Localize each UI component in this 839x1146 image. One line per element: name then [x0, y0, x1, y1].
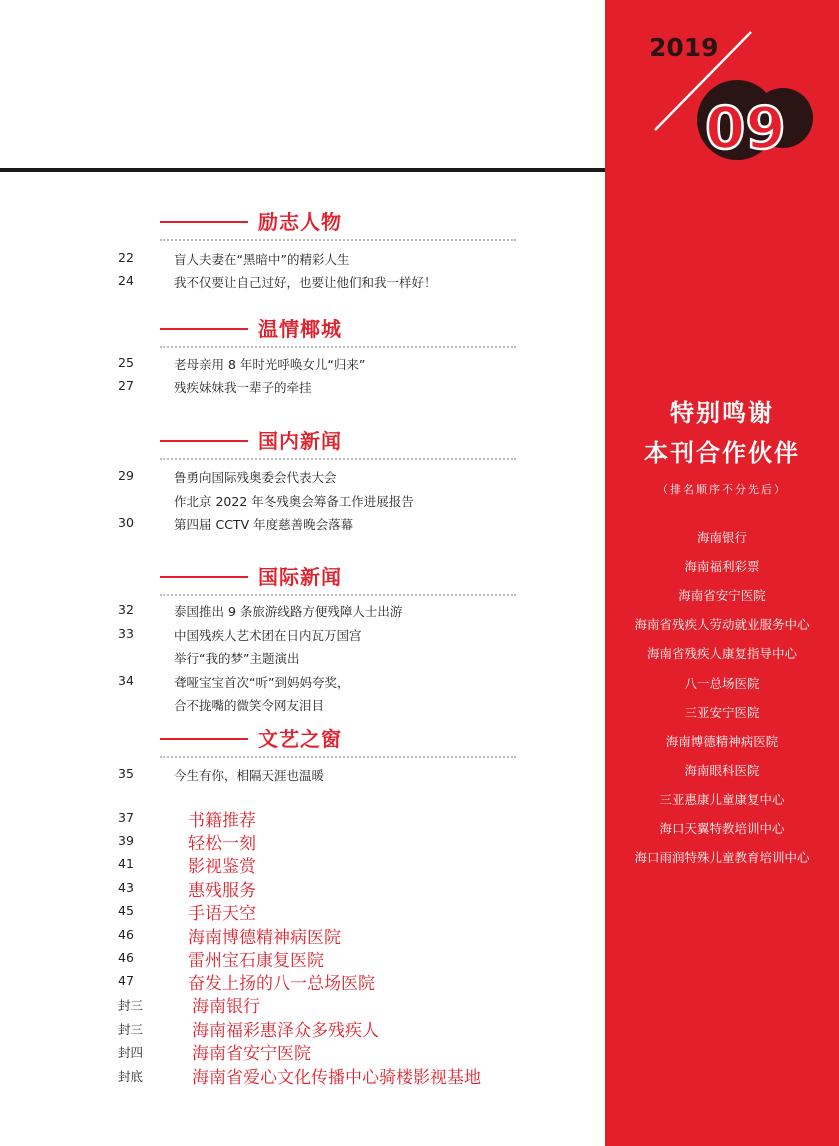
page-number: 30 [118, 515, 134, 530]
page-number: 22 [118, 250, 134, 265]
entry-title: 我不仅要让自己过好，也要让他们和我一样好！ [174, 275, 437, 290]
partner-item: 海南眼科医院 [684, 763, 760, 778]
partner-item: 海南银行 [696, 530, 747, 545]
partners-panel [605, 0, 839, 1146]
thanks-title-line1: 特别鸣谢 [670, 399, 774, 427]
entry-title: 轻松一刻 [188, 834, 256, 854]
dotted-divider [160, 239, 516, 241]
page-number: 24 [118, 273, 134, 288]
heading-rule [160, 738, 248, 740]
entry-title: 残疾妹妹我一辈子的牵挂 [174, 380, 312, 395]
partner-item: 海南省残疾人康复指导中心 [646, 646, 797, 661]
section-title: 温情椰城 [258, 317, 342, 341]
partner-item: 八一总场医院 [684, 676, 760, 691]
entry-title: 海南省爱心文化传播中心骑楼影视基地 [192, 1068, 481, 1088]
entry-title: 海南福彩惠泽众多残疾人 [192, 1021, 379, 1041]
page-number: 35 [118, 766, 134, 781]
dotted-divider [160, 346, 516, 348]
entry-title: 盲人夫妻在“黑暗中”的精彩人生 [174, 252, 350, 267]
entry-title: 影视鉴赏 [188, 857, 256, 877]
logo-issue-number: 09 [705, 94, 786, 162]
entry-title: 作北京 2022 年冬残奥会筹备工作进展报告 [174, 494, 414, 509]
entry-title: 第四届 CCTV 年度慈善晚会落幕 [174, 517, 354, 532]
entry-title: 泰国推出 9 条旅游线路方便残障人士出游 [174, 604, 403, 619]
page-number: 33 [118, 626, 134, 641]
page-number: 43 [118, 880, 134, 895]
entry-title: 海南银行 [192, 997, 260, 1017]
heading-rule [160, 440, 248, 442]
entry-title: 举行“我的梦”主题演出 [174, 651, 300, 666]
entry-title: 海南博德精神病医院 [188, 928, 341, 948]
page-number: 29 [118, 468, 134, 483]
entry-title: 今生有你，相隔天涯也温暖 [174, 768, 325, 783]
partner-item: 海南福利彩票 [684, 559, 760, 574]
page-number: 34 [118, 673, 134, 688]
entry-title: 雷州宝石康复医院 [188, 951, 324, 971]
entry-title: 惠残服务 [188, 881, 256, 901]
partner-item: 海口雨润特殊儿童教育培训中心 [634, 850, 810, 865]
partner-item: 海南博德精神病医院 [665, 734, 779, 749]
entry-title: 中国残疾人艺术团在日内瓦万国宫 [174, 628, 362, 643]
page-number: 封底 [118, 1069, 144, 1084]
partner-item: 海南省安宁医院 [678, 588, 766, 603]
section-title: 国际新闻 [258, 565, 342, 589]
page-number: 46 [118, 927, 134, 942]
page-number: 41 [118, 856, 134, 871]
entry-title: 合不拢嘴的微笑令网友泪目 [174, 698, 325, 713]
logo-year: 2019 [649, 33, 719, 62]
heading-rule [160, 221, 248, 223]
dotted-divider [160, 594, 516, 596]
heading-rule [160, 576, 248, 578]
entry-title: 奋发上扬的八一总场医院 [188, 974, 375, 994]
page-number: 25 [118, 355, 134, 370]
page-number: 封三 [118, 998, 144, 1013]
thanks-note: （排名顺序不分先后） [657, 483, 787, 496]
partner-item: 海南省残疾人劳动就业服务中心 [634, 617, 810, 632]
partner-item: 三亚安宁医院 [684, 705, 760, 720]
page-number: 46 [118, 950, 134, 965]
page-number: 32 [118, 602, 134, 617]
page-number: 封三 [118, 1022, 144, 1037]
entry-title: 老母亲用 8 年时光呼唤女儿“归来” [174, 357, 366, 372]
page-number: 45 [118, 903, 134, 918]
page-number: 27 [118, 378, 134, 393]
partner-item: 海口天翼特教培训中心 [659, 821, 785, 836]
page-number: 37 [118, 810, 134, 825]
dotted-divider [160, 756, 516, 758]
page-number: 封四 [118, 1045, 144, 1060]
section-title: 文艺之窗 [258, 727, 342, 751]
heading-rule [160, 328, 248, 330]
entry-title: 聋哑宝宝首次“听”到妈妈夸奖， [174, 675, 350, 690]
entry-title: 鲁勇向国际残奥委会代表大会 [174, 470, 337, 485]
section-title: 励志人物 [258, 210, 342, 234]
page-number: 47 [118, 973, 134, 988]
thanks-title-line2: 本刊合作伙伴 [644, 439, 800, 467]
entry-title: 书籍推荐 [188, 811, 256, 831]
partner-item: 三亚惠康儿童康复中心 [659, 792, 785, 807]
section-title: 国内新闻 [258, 429, 342, 453]
page-number: 39 [118, 833, 134, 848]
dotted-divider [160, 458, 516, 460]
issue-logo [605, 0, 839, 170]
entry-title: 海南省安宁医院 [192, 1044, 311, 1064]
entry-title: 手语天空 [188, 904, 256, 924]
